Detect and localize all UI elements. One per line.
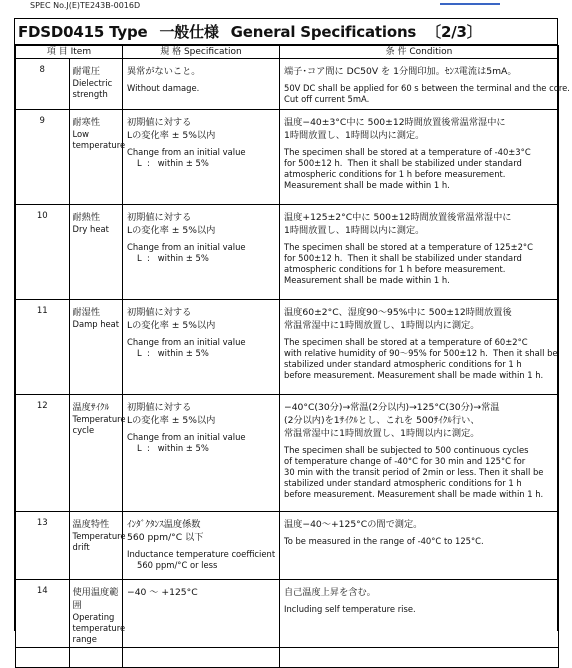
spec-line-jp: 異常がないこと。 [127, 66, 201, 77]
condition-line-en: The specimen shall be subjected to 500 continuous cycles [284, 445, 529, 455]
title-part: FDSD0415 Type [18, 22, 148, 41]
row-number: 13 [16, 512, 70, 580]
row-number: 9 [16, 110, 70, 205]
condition-line-en: atmospheric conditions for 1 h before measurement. [284, 169, 506, 179]
condition-line-en: Including self temperature rise. [284, 604, 416, 614]
condition-line-en: Measurement shall be made within 1 h. [284, 275, 450, 285]
header-accent-line [440, 0, 500, 5]
condition-line-en: atmospheric conditions for 1 h before measurement. [284, 264, 506, 274]
empty-cell [69, 648, 123, 668]
condition-line-en: Cut off current 5mA. [284, 94, 370, 104]
item-name-en: Damp heat [72, 319, 120, 329]
spec-line-en: L : within ± 5% [137, 158, 209, 168]
spec-line-jp: 560 ppm/°C 以下 [127, 532, 204, 543]
item-name-jp: 温度ｻｲｸﾙ [72, 402, 110, 413]
row-condition [280, 395, 559, 512]
row-item [69, 395, 126, 512]
row-condition [280, 300, 559, 395]
table-row [16, 395, 559, 512]
row-condition [280, 59, 570, 110]
spec-line-en: 560 ppm/°C or less [137, 560, 218, 570]
row-number: 8 [16, 59, 70, 110]
table-row [16, 59, 559, 110]
empty-cell [280, 648, 559, 668]
spec-line-jp: Lの変化率 ± 5%以内 [127, 130, 216, 141]
spec-line-en: L : within ± 5% [137, 348, 209, 358]
condition-line-jp: 温度−40±3°C中に 500±12時間放置後常温常湿中に [284, 117, 506, 128]
table-row [16, 110, 559, 205]
item-name-en: Temperature drift [72, 531, 126, 552]
condition-line-en: for 500±12 h. Then it shall be stabilized under standard [284, 253, 522, 263]
condition-line-en: before measurement. Measurement shall be made within 1 h. [284, 370, 544, 380]
empty-cell [16, 648, 70, 668]
condition-line-en: of temperature change of -40°C for 30 min and 125°C for [284, 456, 526, 466]
column-header-item: 項 目 Item [16, 46, 123, 59]
condition-line-en: 50V DC shall be applied for 60 s between the terminal and the core. [284, 83, 570, 93]
spec-line-en: Change from an initial value [127, 337, 246, 347]
condition-line-en: stabilized under standard atmospheric conditions for 1 h [284, 359, 522, 369]
table-row-partial [16, 648, 559, 668]
row-item [69, 110, 126, 205]
row-item [69, 300, 123, 395]
condition-line-en: Measurement shall be made within 1 h. [284, 180, 450, 190]
row-condition [280, 205, 559, 300]
spec-line-en: L : within ± 5% [137, 253, 209, 263]
table-row [16, 512, 559, 580]
empty-cell [123, 648, 280, 668]
condition-line-jp: 常温常湿中に1時間放置し、1時間以内に測定。 [284, 320, 480, 331]
item-name-en: Low temperature [72, 129, 126, 150]
spec-line-en: Change from an initial value [127, 432, 246, 442]
row-specification [123, 300, 280, 395]
spec-line-en: Without damage. [127, 83, 200, 93]
item-name-jp: 耐電圧 [72, 66, 101, 77]
condition-line-en: To be measured in the range of -40°C to 125°C. [284, 536, 484, 546]
row-condition [280, 580, 559, 648]
condition-line-jp: 常温常湿中に1時間放置し、1時間以内に測定。 [284, 428, 480, 439]
row-item [69, 205, 123, 300]
item-name-jp: 耐寒性 [72, 117, 101, 128]
condition-line-jp: 1時間放置し、1時間以内に測定。 [284, 225, 425, 236]
spec-line-jp: −40 〜 +125°C [127, 587, 198, 598]
table-header-row [16, 46, 559, 59]
spec-line-jp: Lの変化率 ± 5%以内 [127, 320, 216, 331]
spec-line-en: Inductance temperature coefficient [127, 549, 276, 559]
title-page: 〔2/3〕 [426, 23, 482, 41]
table-row [16, 300, 559, 395]
row-condition [280, 110, 559, 205]
condition-line-en: The specimen shall be stored at a temperature of 60±2°C [284, 337, 528, 347]
spec-line-jp: 初期値に対する [127, 212, 192, 223]
row-item [69, 580, 126, 648]
row-condition [280, 512, 559, 580]
condition-line-en: 30 min with the transit period of 2min or less. Then it shall be [284, 467, 544, 477]
row-number: 14 [16, 580, 70, 648]
page-title [15, 19, 557, 45]
condition-line-jp: (2分以内)を1ｻｲｸﾙとし、これを 500ｻｲｸﾙ行い、 [284, 415, 480, 426]
table-row [16, 580, 559, 648]
condition-line-jp: 温度+125±2°C中に 500±12時間放置後常温常湿中に [284, 212, 512, 223]
condition-line-en: with relative humidity of 90〜95% for 500±12 h. Then it shall be [284, 348, 558, 358]
row-number: 12 [16, 395, 70, 512]
title-en: General Specifications [230, 22, 417, 41]
item-name-en: Operating temperature range [72, 612, 126, 644]
item-name-jp: 耐湿性 [72, 307, 101, 318]
row-number: 11 [16, 300, 70, 395]
spec-line-en: Change from an initial value [127, 147, 246, 157]
column-header-spec: 規 格 Specification [123, 46, 280, 59]
item-name-en: Dry heat [72, 224, 109, 234]
spec-line-jp: 初期値に対する [127, 117, 192, 128]
condition-line-jp: 端子･コア間に DC50V を 1分間印加。ｾﾝｽ電流は5mA。 [284, 66, 517, 77]
spec-line-en: Change from an initial value [127, 242, 246, 252]
condition-line-jp: 1時間放置し、1時間以内に測定。 [284, 130, 425, 141]
condition-line-en: The specimen shall be stored at a temperature of 125±2°C [284, 242, 533, 252]
row-specification [123, 395, 280, 512]
row-item [69, 59, 123, 110]
spec-line-jp: 初期値に対する [127, 402, 192, 413]
spec-line-jp: 初期値に対する [127, 307, 192, 318]
condition-line-en: for 500±12 h. Then it shall be stabilized under standard [284, 158, 522, 168]
row-specification [123, 205, 280, 300]
row-specification [123, 512, 280, 580]
item-name-jp: 使用温度範囲 [72, 587, 119, 611]
item-name-en: Dielectric strength [72, 78, 113, 99]
row-specification [123, 580, 280, 648]
row-specification [123, 59, 280, 110]
condition-line-en: before measurement. Measurement shall be made within 1 h. [284, 489, 544, 499]
table-row [16, 205, 559, 300]
spec-sheet [14, 18, 570, 644]
condition-line-en: The specimen shall be stored at a temperature of -40±3°C [284, 147, 531, 157]
spec-line-en: L : within ± 5% [137, 443, 209, 453]
spec-line-jp: Lの変化率 ± 5%以内 [127, 225, 216, 236]
row-specification [123, 110, 280, 205]
item-name-jp: 耐熱性 [72, 212, 101, 223]
spec-table [15, 45, 570, 668]
condition-line-jp: 温度60±2°C、湿度90〜95%中に 500±12時間放置後 [284, 307, 512, 318]
column-header-condition: 条 件 Condition [280, 46, 559, 59]
condition-line-jp: 温度−40〜+125°Cの間で測定。 [284, 519, 423, 530]
row-item [69, 512, 126, 580]
spec-number: SPEC No.J(E)TE243B-0016D [30, 1, 141, 10]
condition-line-jp: −40°C(30分)→常温(2分以内)→125°C(30分)→常温 [284, 402, 500, 413]
row-number: 10 [16, 205, 70, 300]
condition-line-en: stabilized under standard atmospheric conditions for 1 h [284, 478, 522, 488]
item-name-jp: 温度特性 [72, 519, 110, 530]
spec-line-jp: Lの変化率 ± 5%以内 [127, 415, 216, 426]
title-jp: 一般仕様 [159, 23, 219, 41]
spec-line-jp: ｲﾝﾀﾞｸﾀﾝｽ温度係数 [127, 519, 201, 530]
condition-line-jp: 自己温度上昇を含む。 [284, 587, 376, 598]
item-name-en: Temperature cycle [72, 414, 126, 435]
